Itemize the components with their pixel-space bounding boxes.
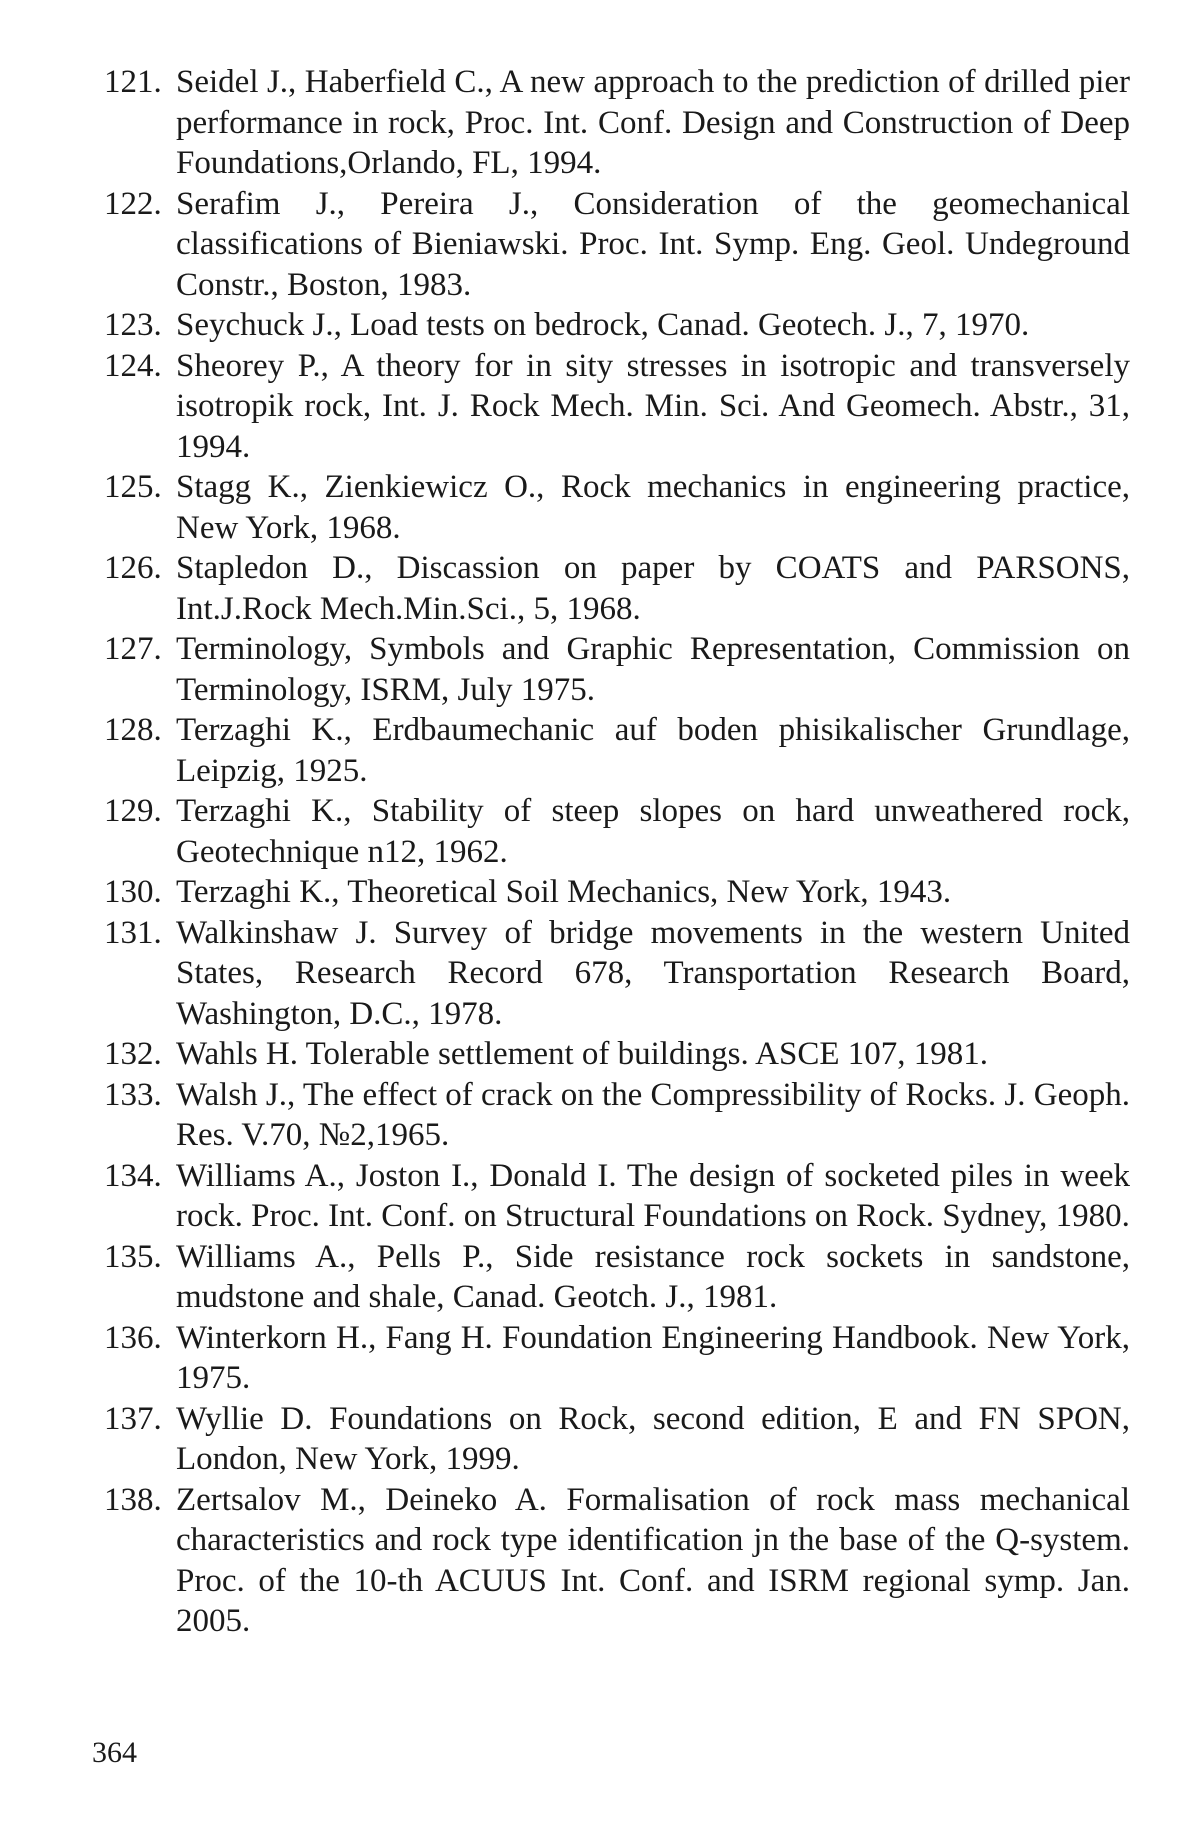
reference-item-121 (104, 62, 1130, 184)
reference-text: Seidel J., Haberfield C., A new approach to the prediction of drilled pier performance in rock, Proc. Int. Conf. Design and Construction of Deep Foundations,Orlando, FL, 1994. (176, 64, 1130, 181)
reference-number: 122. (104, 185, 162, 222)
reference-number: 138. (104, 1481, 162, 1518)
reference-number: 128. (104, 712, 162, 748)
reference-number: 123. (104, 307, 162, 343)
reference-number: 137. (104, 1400, 162, 1437)
reference-number: 130. (104, 874, 162, 910)
reference-item-138 (104, 1480, 1130, 1642)
reference-text: Zertsalov M., Deineko A. Formalisation of rock mass mechanical characteristics and rock type identification jn the base of the Q-system. Proc. of the 10-th ACUUS Int. Conf. and ISRM regional symp. Jan. 2005. (176, 1481, 1130, 1639)
reference-text: Serafim J., Pereira J., Consideration of the geomechanical classifications of Bieniawski. Proc. Int. Symp. Eng. Geol. Undeground Constr., Boston, 1983. (176, 185, 1130, 303)
reference-number: 134. (104, 1157, 162, 1194)
reference-item-124 (104, 346, 1130, 468)
reference-number: 127. (104, 631, 162, 667)
reference-item-137 (104, 1399, 1130, 1480)
reference-item-136 (104, 1318, 1130, 1399)
reference-text: Stapledon D., Discassion on paper by COATS and PARSONS, Int.J.Rock Mech.Min.Sci., 5, 1968. (176, 550, 1130, 627)
reference-text: Williams A., Joston I., Donald I. The design of socketed piles in week rock. Proc. Int. Conf. on Structural Foundations on Rock. Sydney, 1980. (176, 1157, 1130, 1234)
reference-item-134 (104, 1156, 1130, 1237)
reference-text: Stagg K., Zienkiewicz O., Rock mechanics in engineering practice, New York, 1968. (176, 469, 1130, 546)
reference-number: 124. (104, 347, 162, 384)
reference-text: Seychuck J., Load tests on bedrock, Canad. Geotech. J., 7, 1970. (176, 307, 1030, 343)
reference-text: Sheorey P., A theory for in sity stresses in isotropic and transversely isotropik rock, Int. J. Rock Mech. Min. Sci. And Geomech. Abstr., 31, 1994. (176, 347, 1130, 465)
reference-text: Terminology, Symbols and Graphic Representation, Commission on Terminology, ISRM, July 1975. (176, 631, 1130, 708)
reference-item-125 (104, 467, 1130, 548)
reference-text: Terzaghi K., Erdbaumechanic auf boden phisikalischer Grundlage, Leipzig, 1925. (176, 712, 1130, 789)
reference-item-127 (104, 629, 1130, 710)
reference-number: 136. (104, 1319, 162, 1356)
reference-number: 133. (104, 1076, 162, 1113)
reference-item-133 (104, 1075, 1130, 1156)
reference-item-132 (104, 1034, 1130, 1075)
reference-item-130 (104, 872, 1130, 913)
reference-number: 126. (104, 550, 162, 586)
reference-number: 131. (104, 914, 162, 951)
reference-item-135 (104, 1237, 1130, 1318)
reference-text: Terzaghi K., Stability of steep slopes on hard unweathered rock, Geotechnique n12, 1962. (176, 793, 1130, 870)
reference-text: Wahls H. Tolerable settlement of buildings. ASCE 107, 1981. (176, 1036, 989, 1072)
reference-number: 132. (104, 1036, 162, 1072)
reference-item-123 (104, 305, 1130, 346)
reference-text: Terzaghi K., Theoretical Soil Mechanics, New York, 1943. (176, 874, 952, 910)
reference-number: 129. (104, 793, 162, 829)
reference-number: 121. (104, 64, 162, 100)
reference-text: Wyllie D. Foundations on Rock, second edition, E and FN SPON, London, New York, 1999. (176, 1400, 1130, 1477)
reference-item-131 (104, 913, 1130, 1035)
reference-item-128 (104, 710, 1130, 791)
reference-item-129 (104, 791, 1130, 872)
reference-item-126 (104, 548, 1130, 629)
reference-text: Walsh J., The effect of crack on the Compressibility of Rocks. J. Geoph. Res. V.70, №2,1965. (176, 1076, 1130, 1153)
reference-text: Winterkorn H., Fang H. Foundation Engineering Handbook. New York, 1975. (176, 1319, 1130, 1396)
page-number: 364 (92, 1736, 137, 1769)
reference-item-122 (104, 184, 1130, 306)
reference-list (104, 62, 1130, 1642)
reference-number: 125. (104, 469, 162, 505)
reference-text: Williams A., Pells P., Side resistance rock sockets in sandstone, mudstone and shale, Canad. Geotch. J., 1981. (176, 1238, 1130, 1315)
reference-text: Walkinshaw J. Survey of bridge movements in the western United States, Research Record 678, Transportation Research Board, Washington, D.C., 1978. (176, 914, 1130, 1032)
reference-number: 135. (104, 1238, 162, 1275)
